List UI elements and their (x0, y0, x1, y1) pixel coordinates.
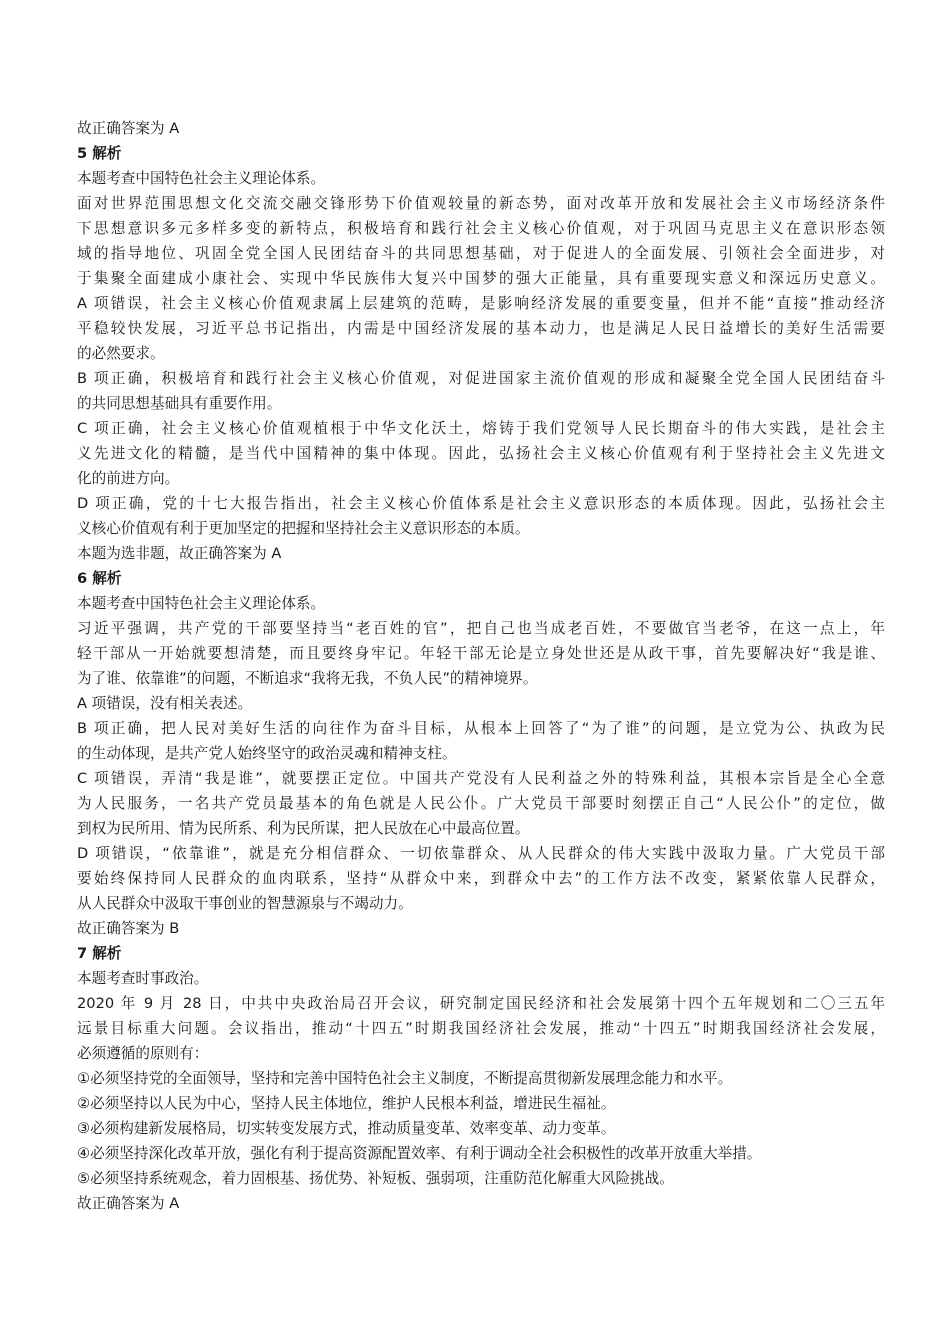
text-line: A 项错误，没有相关表述。 (77, 695, 253, 712)
section-heading: 6 解析 (77, 570, 122, 587)
text-line: 为人民服务，一名共产党员最基本的角色就是人民公仆。广大党员干部要时刻摆正自己“人民公仆”的定位，做 (77, 795, 885, 812)
text-line: ③必须构建新发展格局，切实转变发展方式，推动质量变革、效率变革、动力变革。 (77, 1120, 616, 1137)
text-line: 2020 年 9 月 28 日，中共中央政治局召开会议，研究制定国民经济和社会发展第十四个五年规划和二〇三五年 (77, 995, 885, 1012)
text-line: C 项错误，弄清“我是谁”，就要摆正定位。中国共产党没有人民利益之外的特殊利益，其根本宗旨是全心全意 (77, 770, 885, 787)
text-line: 本题为选非题，故正确答案为 A (77, 545, 282, 562)
text-line: 的共同思想基础具有重要作用。 (77, 395, 282, 412)
text-line: 本题考查中国特色社会主义理论体系。 (77, 170, 326, 187)
text-line: 轻干部从一开始就要想清楚，而且要终身牢记。年轻干部无论是立身处世还是从政干事，首先要解决好“我是谁、 (77, 645, 885, 662)
text-line: 化的前进方向。 (77, 470, 180, 487)
text-line: 面对世界范围思想文化交流交融交锋形势下价值观较量的新态势，面对改革开放和发展社会主义市场经济条件 (77, 195, 885, 212)
text-line: 故正确答案为 A (77, 120, 180, 137)
text-line: 的必然要求。 (77, 345, 165, 362)
section-heading: 7 解析 (77, 945, 122, 962)
section-heading: 5 解析 (77, 145, 122, 162)
text-line: 故正确答案为 B (77, 920, 180, 937)
text-line: 的生动体现，是共产党人始终坚守的政治灵魂和精神支柱。 (77, 745, 457, 762)
text-line: C 项正确，社会主义核心价值观植根于中华文化沃土，熔铸于我们党领导人民长期奋斗的伟大实践，是社会主 (77, 420, 885, 437)
text-line: B 项正确，把人民对美好生活的向往作为奋斗目标，从根本上回答了“为了谁”的问题，是立党为公、执政为民 (77, 720, 885, 737)
text-line: ①必须坚持党的全面领导，坚持和完善中国特色社会主义制度，不断提高贯彻新发展理念能力和水平。 (77, 1070, 733, 1087)
text-line: B 项正确，积极培育和践行社会主义核心价值观，对促进国家主流价值观的形成和凝聚全党全国人民团结奋斗 (77, 370, 885, 387)
text-line: 下思想意识多元多样多变的新特点，积极培育和践行社会主义核心价值观，对于巩固马克思主义在意识形态领 (77, 220, 885, 237)
text-line: 本题考查中国特色社会主义理论体系。 (77, 595, 326, 612)
text-line: 故正确答案为 A (77, 1195, 180, 1212)
text-line: D 项正确，党的十七大报告指出，社会主义核心价值体系是社会主义意识形态的本质体现。因此，弘扬社会主 (77, 495, 885, 512)
text-line: 平稳较快发展，习近平总书记指出，内需是中国经济发展的基本动力，也是满足人民日益增长的美好生活需要 (77, 320, 885, 337)
text-line: ②必须坚持以人民为中心，坚持人民主体地位，维护人民根本利益，增进民生福祉。 (77, 1095, 616, 1112)
text-line: 为了谁、依靠谁”的问题，不断追求“我将无我，不负人民”的精神境界。 (77, 670, 538, 687)
text-line: 从人民群众中汲取干事创业的智慧源泉与不竭动力。 (77, 895, 413, 912)
text-line: 远景目标重大问题。会议指出，推动“十四五”时期我国经济社会发展，推动“十四五”时期我国经济社会发展， (77, 1020, 885, 1037)
text-line: 习近平强调，共产党的干部要坚持当“老百姓的官”，把自己也当成老百姓，不要做官当老爷，在这一点上，年 (77, 620, 885, 637)
text-line: 要始终保持同人民群众的血肉联系，坚持“从群众中来，到群众中去”的工作方法不改变，紧紧依靠人民群众， (77, 870, 885, 887)
document-body (77, 116, 885, 1216)
text-line: 于集聚全面建成小康社会、实现中华民族伟大复兴中国梦的强大正能量，具有重要现实意义和深远历史意义。 (77, 270, 885, 287)
text-line: D 项错误，“依靠谁”，就是充分相信群众、一切依靠群众、从人民群众的伟大实践中汲取力量。广大党员干部 (77, 845, 885, 862)
text-line: ④必须坚持深化改革开放，强化有利于提高资源配置效率、有利于调动全社会积极性的改革开放重大举措。 (77, 1145, 762, 1162)
text-line: 必须遵循的原则有： (77, 1045, 209, 1062)
text-line: 域的指导地位、巩固全党全国人民团结奋斗的共同思想基础，对于促进人的全面发展、引领社会全面进步，对 (77, 245, 885, 262)
text-line: A 项错误，社会主义核心价值观隶属上层建筑的范畴，是影响经济发展的重要变量，但并不能“直接”推动经济 (77, 295, 885, 312)
text-line: 本题考查时事政治。 (77, 970, 209, 987)
text-line: 到权为民所用、情为民所系、利为民所谋，把人民放在心中最高位置。 (77, 820, 530, 837)
text-line: 义先进文化的精髓，是当代中国精神的集中体现。因此，弘扬社会主义核心价值观有利于坚持社会主义先进文 (77, 445, 885, 462)
text-line: 义核心价值观有利于更加坚定的把握和坚持社会主义意识形态的本质。 (77, 520, 530, 537)
text-line: ⑤必须坚持系统观念，着力固根基、扬优势、补短板、强弱项，注重防范化解重大风险挑战。 (77, 1170, 674, 1187)
